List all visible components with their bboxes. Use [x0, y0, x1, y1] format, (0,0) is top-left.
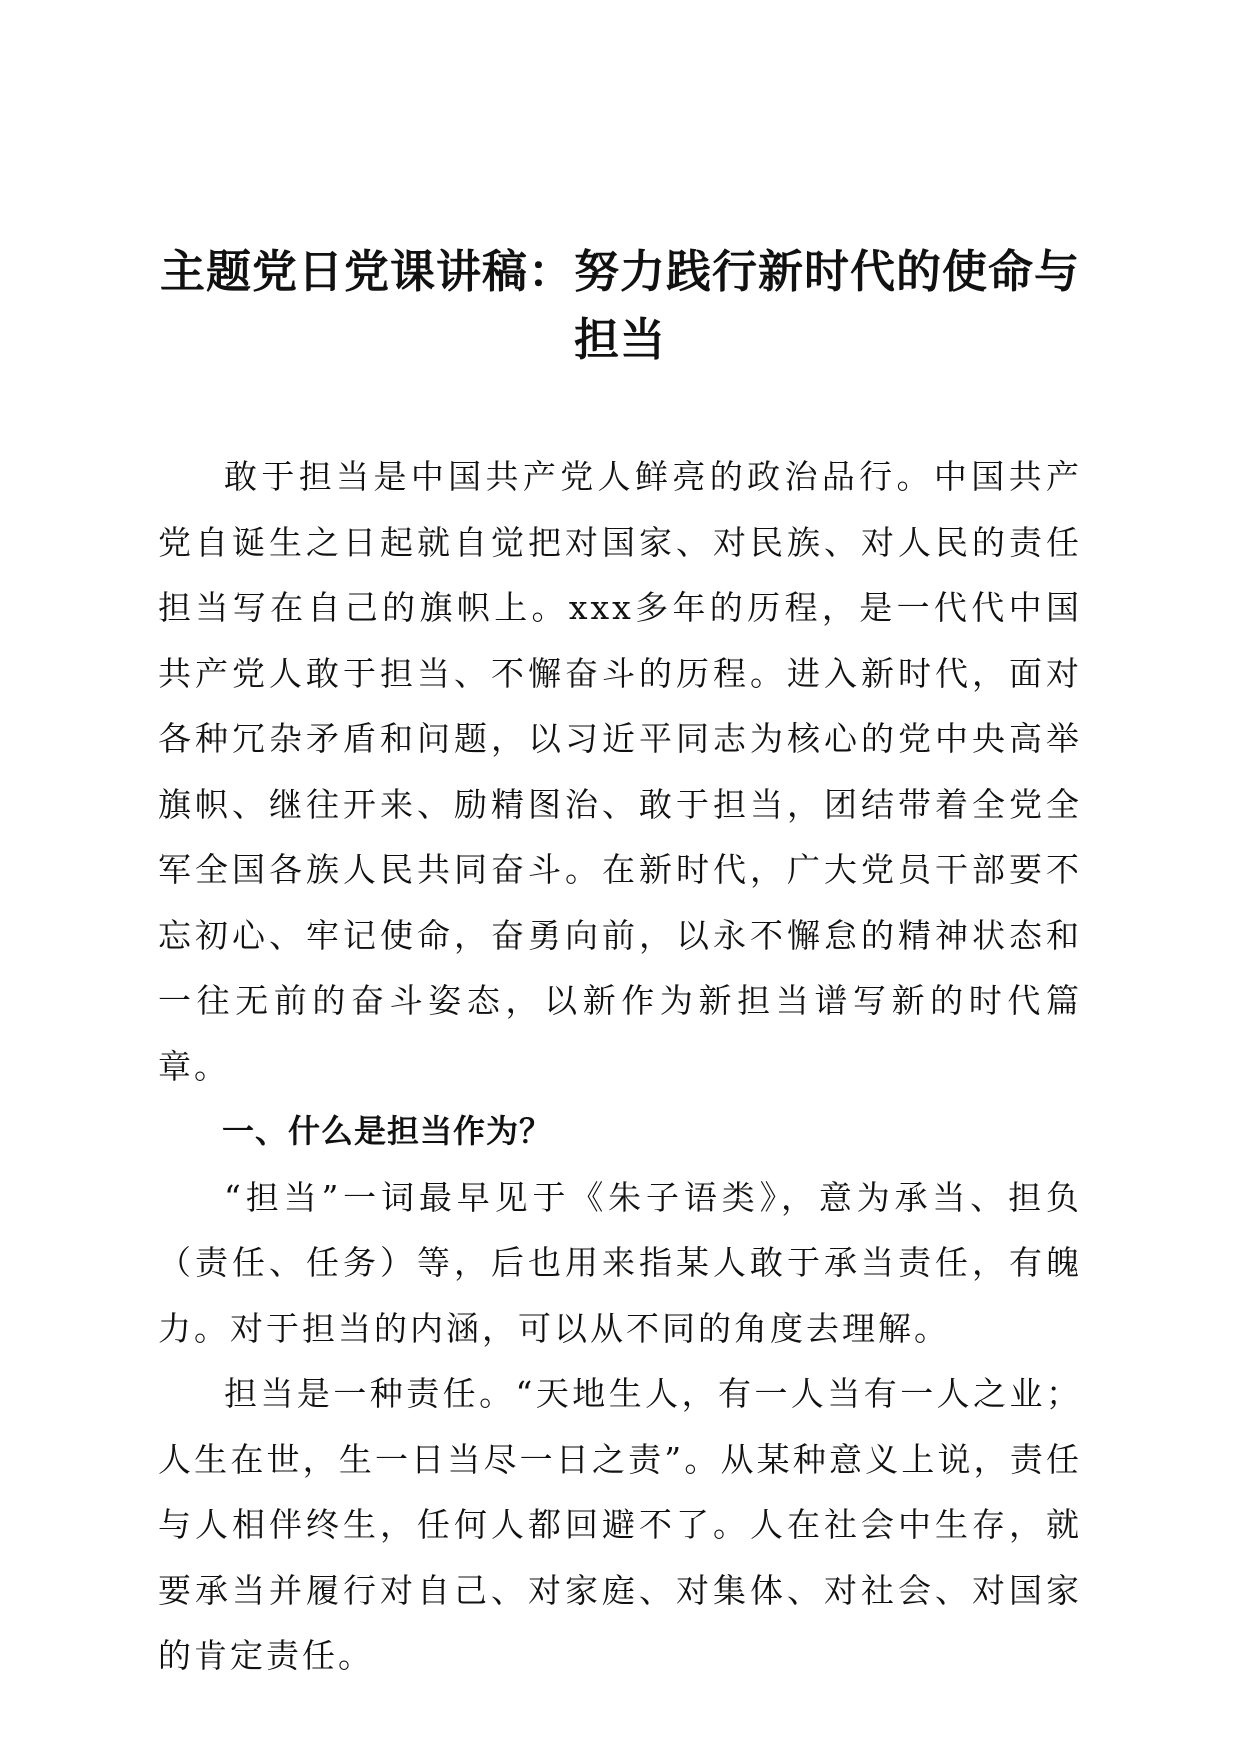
- document-title: 主题党日党课讲稿：努力践行新时代的使命与担当: [159, 245, 1080, 366]
- intro-paragraph: 敢于担当是中国共产党人鲜亮的政治品行。中国共产党自诞生之日起就自觉把对国家、对民族、对人民的责任担当写在自己的旗帜上。xxx多年的历程，是一代代中国共产党人敢于担当、不懈奋斗的历程。进入新时代，面对各种冗杂矛盾和问题，以习近平同志为核心的党中央高举旗帜、继往开来、励精图治、敢于担当，团结带着全党全军全国各族人民共同奋斗。在新时代，广大党员干部要不忘初心、牢记使命，奋勇向前，以永不懈怠的精神状态和一往无前的奋斗姿态，以新作为新担当谱写新的时代篇章。: [158, 457, 1082, 1086]
- document-body: [158, 444, 1082, 1689]
- section-paragraph: 担当是一种责任。“天地生人，有一人当有一人之业；人生在世，生一日当尽一日之责”。从某种意义上说，责任与人相伴终生，任何人都回避不了。人在社会中生存，就要承当并履行对自己、对家庭、对集体、对社会、对国家的肯定责任。: [158, 1374, 1082, 1675]
- section-heading: 一、什么是担当作为？: [222, 1112, 553, 1150]
- section-paragraph: “担当”一词最早见于《朱子语类》，意为承当、担负（责任、任务）等，后也用来指某人敢于承当责任，有魄力。对于担当的内涵，可以从不同的角度去理解。: [158, 1177, 1082, 1348]
